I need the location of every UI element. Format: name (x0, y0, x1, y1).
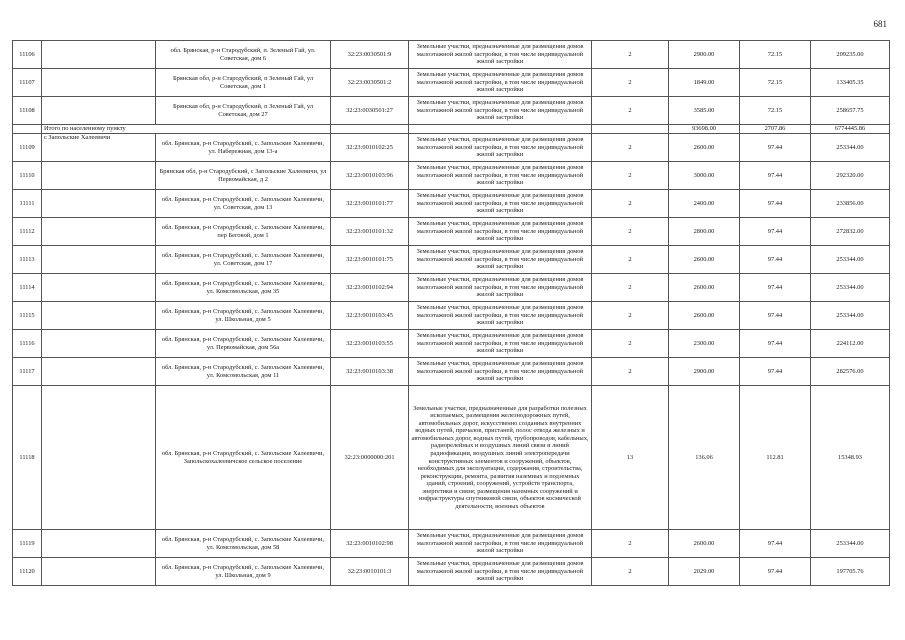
row-number-cell: 11113 (13, 246, 42, 274)
area-cell: 93698.00 (669, 125, 740, 134)
purpose-cell: Земельные участки, предназначенные для размещения домов малоэтажной жилой застройки, в том числе индивидуальной жилой застройки (409, 274, 592, 302)
area-cell: 2600.00 (669, 530, 740, 558)
code-cell: 2 (592, 190, 669, 218)
table-row (13, 162, 890, 190)
code-cell: 2 (592, 358, 669, 386)
locality-cell: с Запольские Халеевичи (42, 134, 156, 162)
rate-cell: 97.44 (740, 530, 811, 558)
cadastral-number-cell: 32:23:0010102:98 (331, 530, 409, 558)
area-cell: 2400.00 (669, 190, 740, 218)
rate-cell: 72.15 (740, 41, 811, 69)
code-cell: 2 (592, 97, 669, 125)
locality-cell (42, 246, 156, 274)
value-cell: 6774445.86 (811, 125, 890, 134)
cadastral-number-cell: 32:23:0010103:38 (331, 358, 409, 386)
locality-cell (42, 69, 156, 97)
address-cell: Брянская обл, р-н Стародубский, п Зеленый Гай, ул Советская, дом 27 (156, 97, 331, 125)
code-cell: 2 (592, 274, 669, 302)
area-cell: 2600.00 (669, 134, 740, 162)
code-cell: 2 (592, 134, 669, 162)
purpose-cell (409, 125, 592, 134)
value-cell: 253344.00 (811, 274, 890, 302)
locality-cell (42, 302, 156, 330)
table-row (13, 69, 890, 97)
cadastral-number-cell: 32:23:0010101:32 (331, 218, 409, 246)
purpose-cell: Земельные участки, предназначенные для размещения домов малоэтажной жилой застройки, в том числе индивидуальной жилой застройки (409, 69, 592, 97)
rate-cell: 97.44 (740, 190, 811, 218)
purpose-cell: Земельные участки, предназначенные для размещения домов малоэтажной жилой застройки, в том числе индивидуальной жилой застройки (409, 558, 592, 586)
value-cell: 253344.00 (811, 302, 890, 330)
row-number-cell: 11120 (13, 558, 42, 586)
rate-cell: 72.15 (740, 97, 811, 125)
locality-cell (42, 386, 156, 530)
address-cell: обл. Брянская, р-н Стародубский, с. Запольские Халеевичи, ул. Комсомольская, дом 58 (156, 530, 331, 558)
row-number-cell (13, 125, 42, 134)
purpose-cell: Земельные участки, предназначенные для размещения домов малоэтажной жилой застройки, в том числе индивидуальной жилой застройки (409, 41, 592, 69)
purpose-cell: Земельные участки, предназначенные для размещения домов малоэтажной жилой застройки, в том числе индивидуальной жилой застройки (409, 330, 592, 358)
rate-cell: 97.44 (740, 134, 811, 162)
rate-cell: 97.44 (740, 330, 811, 358)
rate-cell: 97.44 (740, 358, 811, 386)
row-number-cell: 11110 (13, 162, 42, 190)
page-number: 681 (873, 19, 887, 29)
cadastral-value-table (12, 40, 890, 586)
rate-cell: 97.44 (740, 246, 811, 274)
area-cell: 2600.00 (669, 274, 740, 302)
purpose-cell: Земельные участки, предназначенные для размещения домов малоэтажной жилой застройки, в том числе индивидуальной жилой застройки (409, 134, 592, 162)
area-cell: 2800.00 (669, 218, 740, 246)
row-number-cell: 11115 (13, 302, 42, 330)
cadastral-number-cell: 32:23:0010103:96 (331, 162, 409, 190)
table-row (13, 274, 890, 302)
rate-cell: 97.44 (740, 274, 811, 302)
table-row (13, 190, 890, 218)
row-number-cell: 11114 (13, 274, 42, 302)
area-cell: 3000.00 (669, 162, 740, 190)
address-cell: обл. Брянская, р-н Стародубский, с. Запольские Халеевичи, ул. Набережная, дом 13-а (156, 134, 331, 162)
table-row (13, 530, 890, 558)
purpose-cell: Земельные участки, предназначенные для размещения домов малоэтажной жилой застройки, в том числе индивидуальной жилой застройки (409, 302, 592, 330)
table-row (13, 558, 890, 586)
purpose-cell: Земельные участки, предназначенные для размещения домов малоэтажной жилой застройки, в том числе индивидуальной жилой застройки (409, 190, 592, 218)
row-number-cell: 11109 (13, 134, 42, 162)
address-cell: Брянская обл, р-н Стародубский, п Зеленый Гай, ул Советская, дом 1 (156, 69, 331, 97)
subtotal-row (13, 125, 890, 134)
purpose-cell: Земельные участки, предназначенные для размещения домов малоэтажной жилой застройки, в том числе индивидуальной жилой застройки (409, 218, 592, 246)
purpose-cell: Земельные участки, предназначенные для размещения домов малоэтажной жилой застройки, в том числе индивидуальной жилой застройки (409, 530, 592, 558)
code-cell (592, 125, 669, 134)
table-row (13, 330, 890, 358)
locality-cell (42, 274, 156, 302)
table-row (13, 302, 890, 330)
address-cell: Брянская обл, р-н Стародубский, с Запольские Халеевичи, ул Первомайская, д 2 (156, 162, 331, 190)
code-cell: 13 (592, 386, 669, 530)
cadastral-number-cell: 32:23:0010101:75 (331, 246, 409, 274)
value-cell: 224112.00 (811, 330, 890, 358)
rate-cell: 97.44 (740, 162, 811, 190)
locality-cell (42, 218, 156, 246)
code-cell: 2 (592, 530, 669, 558)
row-number-cell: 11116 (13, 330, 42, 358)
area-cell: 3585.00 (669, 97, 740, 125)
value-cell: 258657.75 (811, 97, 890, 125)
code-cell: 2 (592, 41, 669, 69)
address-cell: обл. Брянская, р-н Стародубский, с. Запольские Халеевичи, ул. Комсомольская, дом 35 (156, 274, 331, 302)
table-row (13, 386, 890, 530)
value-cell: 133405.35 (811, 69, 890, 97)
cadastral-number-cell: 32:23:0010102:94 (331, 274, 409, 302)
code-cell: 2 (592, 69, 669, 97)
rate-cell: 97.44 (740, 558, 811, 586)
row-number-cell: 11119 (13, 530, 42, 558)
area-cell: 2900.00 (669, 358, 740, 386)
locality-cell (42, 558, 156, 586)
rate-cell: 2707.86 (740, 125, 811, 134)
row-number-cell: 11111 (13, 190, 42, 218)
rate-cell: 72.15 (740, 69, 811, 97)
area-cell: 2900.00 (669, 41, 740, 69)
purpose-cell: Земельные участки, предназначенные для размещения домов малоэтажной жилой застройки, в том числе индивидуальной жилой застройки (409, 162, 592, 190)
address-cell: обл. Брянская, р-н Стародубский, с. Запольские Халеевичи, ул. Комсомольская, дом 11 (156, 358, 331, 386)
value-cell: 209235.00 (811, 41, 890, 69)
address-cell: обл. Брянская, р-н Стародубский, с. Запольские Халеевичи, ул. Школьная, дом 9 (156, 558, 331, 586)
rate-cell: 97.44 (740, 218, 811, 246)
value-cell: 233856.00 (811, 190, 890, 218)
cadastral-number-cell: 32:23:0030501:27 (331, 97, 409, 125)
locality-cell (42, 358, 156, 386)
rate-cell: 112.81 (740, 386, 811, 530)
address-cell: обл. Брянская, р-н Стародубский, с. Запольские Халеевичи, пер Беговой, дом 1 (156, 218, 331, 246)
table-row (13, 97, 890, 125)
locality-cell (42, 330, 156, 358)
value-cell: 253344.00 (811, 530, 890, 558)
subtotal-label: Итого по населенному пункту (42, 125, 331, 134)
cadastral-number-cell (331, 125, 409, 134)
row-number-cell: 11108 (13, 97, 42, 125)
locality-cell (42, 97, 156, 125)
purpose-cell: Земельные участки, предназначенные для размещения домов малоэтажной жилой застройки, в том числе индивидуальной жилой застройки (409, 246, 592, 274)
area-cell: 136.06 (669, 386, 740, 530)
code-cell: 2 (592, 162, 669, 190)
purpose-cell: Земельные участки, предназначенные для размещения домов малоэтажной жилой застройки, в том числе индивидуальной жилой застройки (409, 358, 592, 386)
area-cell: 2600.00 (669, 246, 740, 274)
code-cell: 2 (592, 558, 669, 586)
purpose-cell: Земельные участки, предназначенные для разработки полезных ископаемых, размещения железнодорожных путей, автомобильных дорог, искусственно созданных внутренних водных путей, причалов, пристаней, полос отвода железных и автомобильных дорог, водных путей, трубопроводов, кабельных, радиорелейных и воздушных линий связи и линий радиофикации, воздушных линий электропередачи конструктивных элементов и сооружений, объектов, необходимых для эксплуатации, содержания, строительства, реконструкции, ремонта, развития наземных и подземных зданий, строений, сооружений, устройств транспорта, энергетики и связи; размещения наземных сооружений и инфраструктуры спутниковой связи, объектов космической деятельности, военных объектов (409, 386, 592, 530)
value-cell: 282576.00 (811, 358, 890, 386)
value-cell: 15348.93 (811, 386, 890, 530)
cadastral-number-cell: 32:23:0010103:55 (331, 330, 409, 358)
value-cell: 197705.76 (811, 558, 890, 586)
row-number-cell: 11117 (13, 358, 42, 386)
table-row (13, 358, 890, 386)
address-cell: обл. Брянская, р-н Стародубский, с. Запольские Халеевичи, ул. Первомайская, дом 56а (156, 330, 331, 358)
address-cell: обл. Брянская, р-н Стародубский, с. Запольские Халеевичи, ул. Школьная, дом 5 (156, 302, 331, 330)
code-cell: 2 (592, 246, 669, 274)
value-cell: 292320.00 (811, 162, 890, 190)
address-cell: обл. Брянская, р-н Стародубский, п. Зеленый Гай, ул. Советская, дом 6 (156, 41, 331, 69)
table-row (13, 218, 890, 246)
table-row (13, 41, 890, 69)
address-cell: обл. Брянская, р-н Стародубский, с. Запольские Халеевичи, ул. Советская, дом 13 (156, 190, 331, 218)
locality-cell (42, 530, 156, 558)
locality-cell (42, 41, 156, 69)
table-row (13, 246, 890, 274)
area-cell: 2029.00 (669, 558, 740, 586)
cadastral-number-cell: 32:23:0010102:25 (331, 134, 409, 162)
cadastral-number-cell: 32:23:0010101:77 (331, 190, 409, 218)
cadastral-number-cell: 32:23:0010101:3 (331, 558, 409, 586)
cadastral-number-cell: 32:23:0000000:201 (331, 386, 409, 530)
area-cell: 1849.00 (669, 69, 740, 97)
value-cell: 253344.00 (811, 134, 890, 162)
table-body (13, 41, 890, 586)
address-cell: обл. Брянская, р-н Стародубский, с. Запольские Халеевичи, Запольскохалеевичское сельское поселение (156, 386, 331, 530)
row-number-cell: 11112 (13, 218, 42, 246)
table-row (13, 134, 890, 162)
rate-cell: 97.44 (740, 302, 811, 330)
code-cell: 2 (592, 330, 669, 358)
value-cell: 272832.00 (811, 218, 890, 246)
purpose-cell: Земельные участки, предназначенные для размещения домов малоэтажной жилой застройки, в том числе индивидуальной жилой застройки (409, 97, 592, 125)
address-cell: обл. Брянская, р-н Стародубский, с. Запольские Халеевичи, ул. Советская, дом 17 (156, 246, 331, 274)
cadastral-number-cell: 32:23:0010103:45 (331, 302, 409, 330)
row-number-cell: 11106 (13, 41, 42, 69)
row-number-cell: 11118 (13, 386, 42, 530)
code-cell: 2 (592, 302, 669, 330)
cadastral-number-cell: 32:23:0030501:9 (331, 41, 409, 69)
row-number-cell: 11107 (13, 69, 42, 97)
locality-cell (42, 162, 156, 190)
value-cell: 253344.00 (811, 246, 890, 274)
area-cell: 2600.00 (669, 302, 740, 330)
cadastral-number-cell: 32:23:0030501:2 (331, 69, 409, 97)
code-cell: 2 (592, 218, 669, 246)
area-cell: 2300.00 (669, 330, 740, 358)
locality-cell (42, 190, 156, 218)
